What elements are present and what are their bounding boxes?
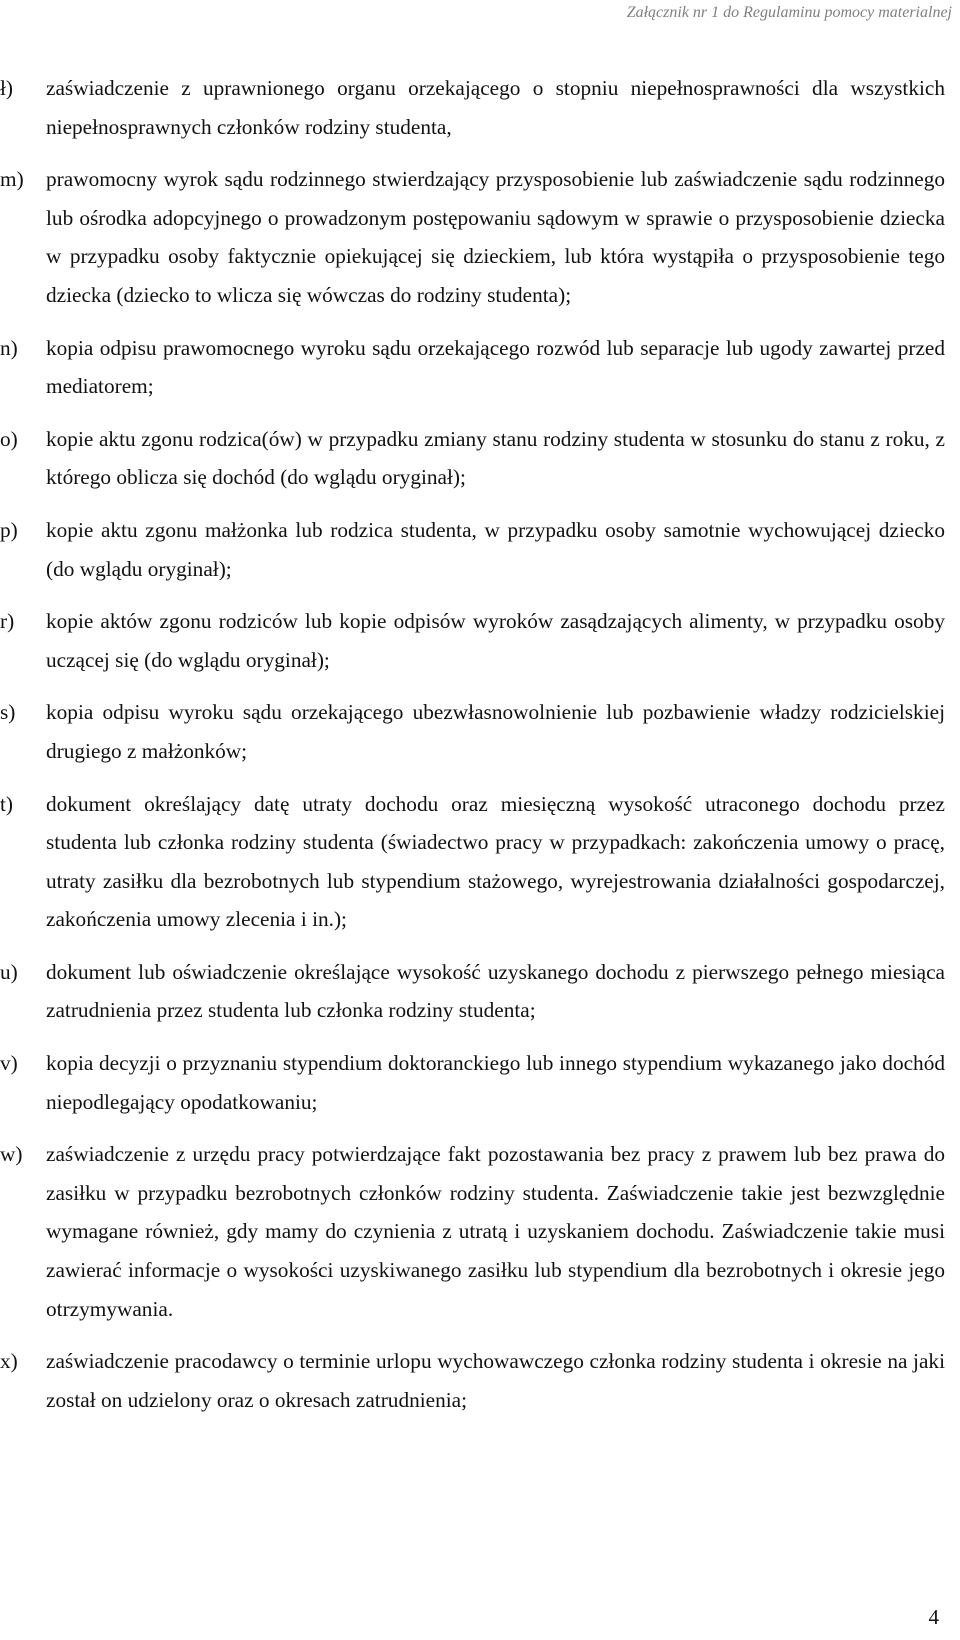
- list-item: [0, 693, 945, 770]
- item-text: kopie aktu zgonu rodzica(ów) w przypadku zmiany stanu rodziny studenta w stosunku do stanu z roku, z którego oblicza się dochód (do wglądu oryginał);: [46, 426, 945, 490]
- page-number: 4: [928, 1605, 939, 1629]
- item-letter: n): [0, 335, 18, 360]
- item-letter: u): [0, 959, 18, 984]
- item-text: zaświadczenie z urzędu pracy potwierdzające fakt pozostawania bez pracy z prawem lub bez prawa do zasiłku w przypadku bezrobotnych członków rodziny studenta. Zaświadczenie takie jest bezwzględnie wymagane również, gdy mamy do czynienia z utratą i uzyskaniem dochodu. Zaświadczenie takie musi zawierać informacje o wysokości uzyskiwanego zasiłku lub stypendium dla bezrobotnych i okresie jego otrzymywania.: [46, 1142, 945, 1321]
- item-text: zaświadczenie z uprawnionego organu orzekającego o stopniu niepełnosprawności dla wszystkich niepełnosprawnych członków rodziny studenta,: [46, 76, 945, 139]
- list-item: [0, 785, 945, 939]
- list-item: [0, 511, 945, 588]
- item-text: dokument określający datę utraty dochodu oraz miesięczną wysokość utraconego dochodu przez studenta lub członka rodziny studenta (świadectwo pracy w przypadkach: zakończenia umowy o pracę, utraty zasiłku dla bezrobotnych lub stypendium stażowego, wyrejestrowania działalności gospodarczej, zakończenia umowy zlecenia i in.);: [46, 791, 945, 932]
- list-item: [0, 1342, 945, 1419]
- item-text: zaświadczenie pracodawcy o terminie urlopu wychowawczego członka rodziny studenta i okresie na jaki został on udzielony oraz o okresach zatrudnienia;: [46, 1349, 945, 1412]
- list-item: [0, 69, 945, 146]
- list-item: [0, 953, 945, 1030]
- item-letter: m): [0, 167, 24, 192]
- list-item: [0, 1044, 945, 1121]
- item-letter: o): [0, 426, 18, 451]
- list-item: [0, 329, 945, 406]
- list-item: [0, 602, 945, 679]
- running-header: Załącznik nr 1 do Regulaminu pomocy materialnej: [626, 4, 952, 21]
- item-text: kopia odpisu wyroku sądu orzekającego ubezwłasnowolnienie lub pozbawienie władzy rodzicielskiej drugiego z małżonków;: [46, 700, 945, 763]
- list-item: [0, 1135, 945, 1328]
- item-text: dokument lub oświadczenie określające wysokość uzyskanego dochodu z pierwszego pełnego miesiąca zatrudnienia przez studenta lub członka rodziny studenta;: [46, 959, 945, 1023]
- item-text: kopie aktów zgonu rodziców lub kopie odpisów wyroków zasądzających alimenty, w przypadku osoby uczącej się (do wglądu oryginał);: [46, 609, 945, 672]
- item-letter: v): [0, 1051, 18, 1076]
- item-letter: x): [0, 1349, 18, 1374]
- item-letter: s): [0, 700, 16, 725]
- document-item-list: [0, 69, 945, 1433]
- item-text: kopie aktu zgonu małżonka lub rodzica studenta, w przypadku osoby samotnie wychowującej dziecko (do wglądu oryginał);: [46, 517, 945, 581]
- item-text: prawomocny wyrok sądu rodzinnego stwierdzający przysposobienie lub zaświadczenie sądu rodzinnego lub ośrodka adopcyjnego o prowadzonym postępowaniu sądowym w sprawie o przysposobienie dziecka w przypadku osoby faktycznie opiekującej się dzieckiem, lub która wystąpiła o przysposobienie tego dziecka (dziecko to wlicza się wówczas do rodziny studenta);: [46, 167, 945, 307]
- item-text: kopia odpisu prawomocnego wyroku sądu orzekającego rozwód lub separacje lub ugody zawartej przed mediatorem;: [46, 335, 945, 399]
- item-letter: t): [0, 791, 14, 816]
- item-letter: w): [0, 1142, 23, 1167]
- item-letter: r): [0, 609, 15, 634]
- item-letter: ł): [0, 76, 14, 100]
- list-item: [0, 160, 945, 314]
- item-text: kopia decyzji o przyznaniu stypendium doktoranckiego lub innego stypendium wykazanego jako dochód niepodlegający opodatkowaniu;: [46, 1051, 945, 1114]
- item-letter: p): [0, 517, 18, 542]
- list-item: [0, 420, 945, 497]
